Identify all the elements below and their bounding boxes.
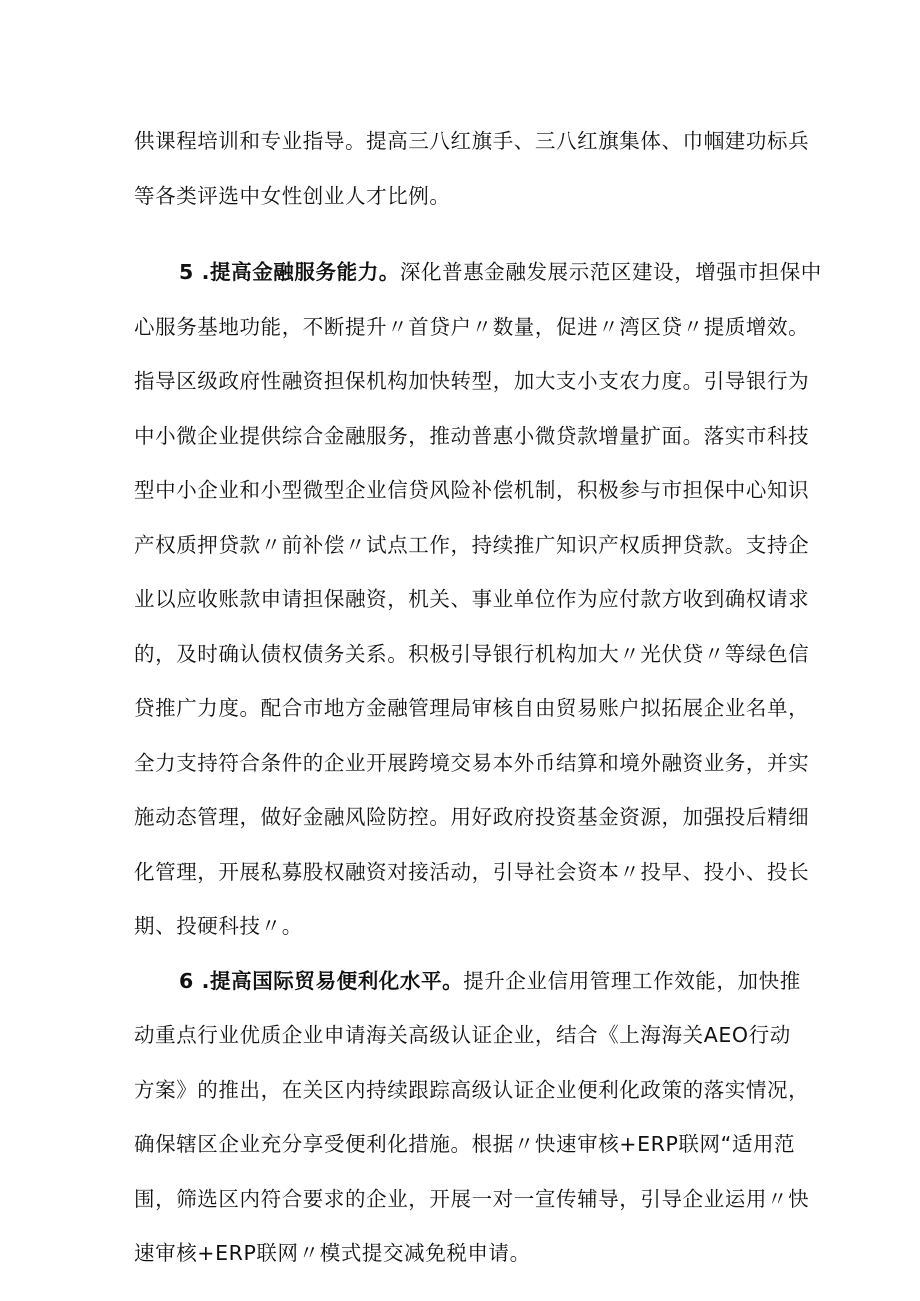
text-line: 业以应收账款申请担保融资，机关、事业单位作为应付款方收到确权请求 xyxy=(134,587,810,611)
text-line: 动重点行业优质企业申请海关高级认证企业，结合《上海海关AEO行动 xyxy=(134,1023,791,1047)
text-line: 贷推广力度。配合市地方金融管理局审核自由贸易账户拟拓展企业名单， xyxy=(134,696,810,720)
text-line: 产权质押贷款〃前补偿〃试点工作，持续推广知识产权质押贷款。支持企 xyxy=(134,532,810,557)
text-line: 期、投硬科技〃。 xyxy=(134,914,303,938)
paragraph-5-first-line xyxy=(134,245,822,300)
text-line: 的，及时确认债权债务关系。积极引导银行机构加大〃光伏贷〃等绿色信 xyxy=(134,641,810,666)
paragraph-6 xyxy=(134,954,810,1281)
text-line: 围，筛选区内符合要求的企业，开展一对一宣传辅导，引导企业运用〃快 xyxy=(134,1186,810,1211)
text-line: 供课程培训和专业指导。提高三八红旗手、三八红旗集体、巾帼建功标兵 xyxy=(134,129,810,153)
text-line: 指导区级政府性融资担保机构加快转型，加大支小支农力度。引导银行为 xyxy=(134,369,810,393)
text-run: 深化普惠金融发展示范区建设，增强市担保中 xyxy=(399,260,822,284)
paragraph-intro xyxy=(134,114,810,223)
text-run: 提升企业信用管理工作效能，加快推 xyxy=(463,968,801,993)
paragraph-5 xyxy=(134,245,822,954)
text-line: 方案》的推出，在关区内持续跟踪高级认证企业便利化政策的落实情况， xyxy=(134,1077,810,1102)
text-line: 等各类评选中女性创业人才比例。 xyxy=(134,183,451,208)
paragraph-gap xyxy=(134,223,794,245)
text-line: 施动态管理，做好金融风险防控。用好政府投资基金资源，加强投后精细 xyxy=(134,805,810,829)
section-heading-6: 6 .提高国际贸易便利化水平。 xyxy=(179,968,464,993)
document-page xyxy=(134,114,822,1281)
text-line: 型中小企业和小型微型企业信贷风险补偿机制，积极参与市担保中心知识 xyxy=(134,478,810,502)
paragraph-6-first-line xyxy=(134,954,801,1009)
text-line: 确保辖区企业充分享受便利化措施。根据〃快速审核+ERP联网“适用范 xyxy=(134,1132,796,1156)
text-line: 化管理，开展私募股权融资对接活动，引导社会资本〃投早、投小、投长 xyxy=(134,859,810,884)
section-heading-5: 5 .提高金融服务能力。 xyxy=(179,260,400,284)
text-line: 中小微企业提供综合金融服务，推动普惠小微贷款增量扩面。落实市科技 xyxy=(134,423,810,448)
text-line: 全力支持符合条件的企业开展跨境交易本外币结算和境外融资业务，并实 xyxy=(134,750,810,775)
text-line: 速审核+ERP联网〃模式提交减免税申请。 xyxy=(134,1241,531,1265)
text-line: 心服务基地功能，不断提升〃首贷户〃数量，促进〃湾区贷〃提质增效。 xyxy=(134,314,810,339)
